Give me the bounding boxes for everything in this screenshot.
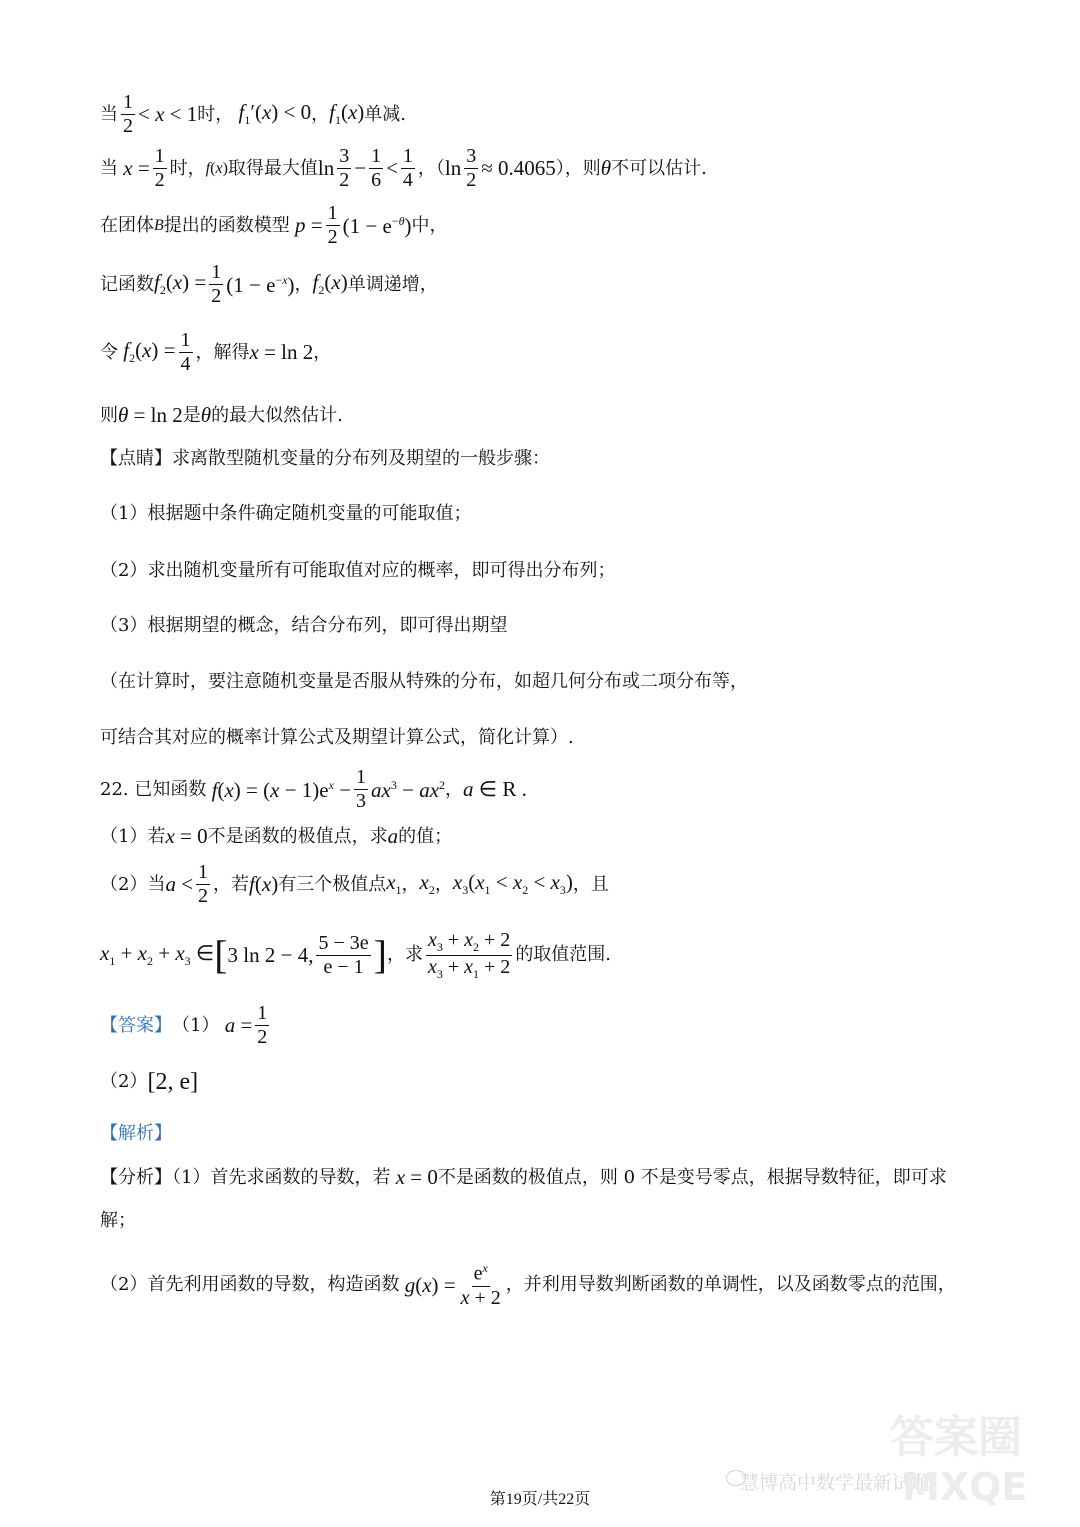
text: 【分析】（1）首先求函数的导数，若	[100, 1166, 391, 1188]
text: ，	[294, 273, 313, 295]
line-5: 令 $f_2(x)$ = $\frac{1}{4}$ ，解得 x = ln 2 ，	[100, 329, 332, 375]
text: 的值；	[398, 825, 453, 847]
text: 不是函数的极值点，则 0 不是变号零点，根据导数特征，即可求	[437, 1166, 947, 1188]
line-6: 则 θ = ln 2 是 θ 的最大似然估计.	[100, 403, 343, 427]
text: 不是函数的极值点，求	[207, 825, 388, 847]
fraction: $\frac{1}{3}$	[356, 766, 367, 812]
fraction: $\frac{e^x}{x + 2}$	[460, 1261, 501, 1309]
text: 时，	[197, 103, 234, 125]
watermark: 慧博高中数学最新试题	[740, 1472, 931, 1494]
fraction: $\frac{1}{2}$	[257, 1002, 268, 1048]
page-footer: 第19页/共22页	[489, 1491, 591, 1508]
fraction: $\frac{1}{2}$	[211, 261, 222, 307]
text: 是	[182, 404, 201, 426]
fraction: $\frac{1}{4}$	[402, 145, 413, 191]
text: 时，	[169, 157, 206, 179]
text: 取得最大值	[227, 157, 318, 179]
text: （1）若	[100, 825, 166, 847]
step-2: （2）求出随机变量所有可能取值对应的概率，即可得出分布列；	[100, 560, 616, 581]
text: （2）	[100, 1071, 148, 1092]
answer-1: 【答案】 （1） a = $\frac{1}{2}$	[100, 1002, 268, 1048]
analysis-2: （2）首先利用函数的导数，构造函数 g(x) = $\frac{e^x}{x + 2}$ ，并利用导数判断函数的单调性，以及函数零点的范围，	[100, 1261, 956, 1309]
fraction: $\frac{1}{4}$	[180, 329, 191, 375]
text: （2）当	[100, 873, 166, 895]
answer-label: 【答案】	[100, 1014, 172, 1036]
dianjing-title: 【点睛】求离散型随机变量的分布列及期望的一般步骤：	[100, 448, 550, 469]
text: ，	[401, 873, 420, 895]
text: ，	[434, 873, 453, 895]
note-1: （在计算时，要注意随机变量是否服从特殊的分布，如超几何分布或二项分布等，	[100, 671, 748, 692]
fraction: $\frac{1}{2}$	[154, 145, 165, 191]
svg-text:MXQE: MXQE	[902, 1465, 1028, 1509]
text: 则	[100, 404, 118, 426]
line-3: 在团体 B 提出的函数模型 p = $\frac{1}{2}$ $(1 - e^{-\theta})$ 中，	[100, 202, 448, 248]
svg-text:答案圈: 答案圈	[890, 1412, 1022, 1463]
text: 中，	[411, 214, 448, 236]
fraction: $\frac{1}{6}$	[371, 145, 382, 191]
text: 22. 已知函数	[100, 778, 207, 800]
line-1: 当 $\frac{1}{2}$ < x < 1 时， $f_1'(x) < 0$ ， $f_1(x)$ 单减.	[100, 91, 407, 137]
text: 记函数	[100, 273, 154, 295]
step-3: （3）根据期望的概念，结合分布列，即可得出期望	[100, 615, 508, 636]
text: 的最大似然估计.	[211, 404, 343, 426]
text: 单减.	[364, 103, 407, 125]
text: 在团体	[100, 214, 154, 236]
analysis-1-cont: 解；	[100, 1210, 136, 1231]
text: ），则	[555, 157, 601, 179]
note-2: 可结合其对应的概率计算公式及期望计算公式，简化计算）.	[100, 727, 574, 748]
fraction: $\frac{1}{2}$	[123, 91, 133, 137]
analysis-1: 【分析】（1）首先求函数的导数，若 x = 0 不是函数的极值点，则 0 不是变号零点，根据导数特征，即可求	[100, 1165, 947, 1189]
question-22-part-2: （2）当 a < $\frac{1}{2}$ ，若 f(x) 有三个极值点 $x_1$ ， $x_2$ ， $x_3(x_1 < x_2 < x_3)$ ，且	[100, 861, 609, 907]
text: ，解得	[195, 341, 250, 363]
line-2: 当 x = $\frac{1}{2}$ 时， f(x) 取得最大值 ln $\frac{3}{2}$ − $\frac{1}{6}$ < $\frac{1}{4}$ ，（ ln $\frac{3}{2}$ ≈ 0.4065 ），则 θ 不可以估计.	[100, 145, 707, 191]
fraction: $\frac{1}{2}$	[327, 202, 338, 248]
text: ，（	[417, 157, 445, 179]
text: ，	[313, 341, 332, 363]
fraction: $\frac{5 - 3e}{e - 1}$	[318, 931, 369, 978]
question-22-condition: $x_1 + x_2 + x_3$ ∈ [ 3 ln 2 − 4, $\frac{5 - 3e}{e - 1}$ ] ，求 $\frac{x_3 + x_2 + 2}{x_3 + x_1 + 2}$ 的取值范围.	[100, 929, 612, 981]
text: 有三个极值点	[278, 873, 387, 895]
fraction: $\frac{3}{2}$	[339, 145, 350, 191]
step-1: （1）根据题中条件确定随机变量的可能取值；	[100, 503, 472, 524]
question-22: 22. 已知函数 $f(x) = (x - 1)e^x$ − $\frac{1}{3}$ $ax^3 - ax^2$ ， a ∈ R .	[100, 766, 527, 812]
text: 不可以估计.	[611, 157, 707, 179]
text: ，若	[213, 873, 250, 895]
line-4: 记函数 $f_2(x)$ = $\frac{1}{2}$ $(1 - e^{-x})$ ， $f_2(x)$ 单调递增，	[100, 261, 438, 307]
jiexi-label: 【解析】	[100, 1123, 172, 1144]
text: ，且	[572, 873, 609, 895]
text: 令	[100, 341, 118, 363]
text: （2）首先利用函数的导数，构造函数	[100, 1274, 400, 1296]
text: （1）	[172, 1014, 220, 1036]
text: 提出的函数模型	[163, 214, 290, 236]
question-22-part-1: （1）若 x = 0 不是函数的极值点，求 a 的值；	[100, 824, 453, 848]
text: ，求	[386, 944, 423, 966]
fraction: $\frac{x_3 + x_2 + 2}{x_3 + x_1 + 2}$	[427, 929, 511, 981]
fraction: $\frac{3}{2}$	[466, 145, 477, 191]
text: 单调递增，	[347, 273, 438, 295]
fraction: $\frac{1}{2}$	[198, 861, 209, 907]
text: 当	[100, 103, 118, 125]
text: 当	[100, 157, 118, 179]
text: ，并利用导数判断函数的单调性，以及函数零点的范围，	[505, 1274, 956, 1296]
text: ，	[445, 778, 464, 800]
text: 的取值范围.	[515, 944, 612, 966]
answer-2: （2） [2, e]	[100, 1069, 199, 1095]
